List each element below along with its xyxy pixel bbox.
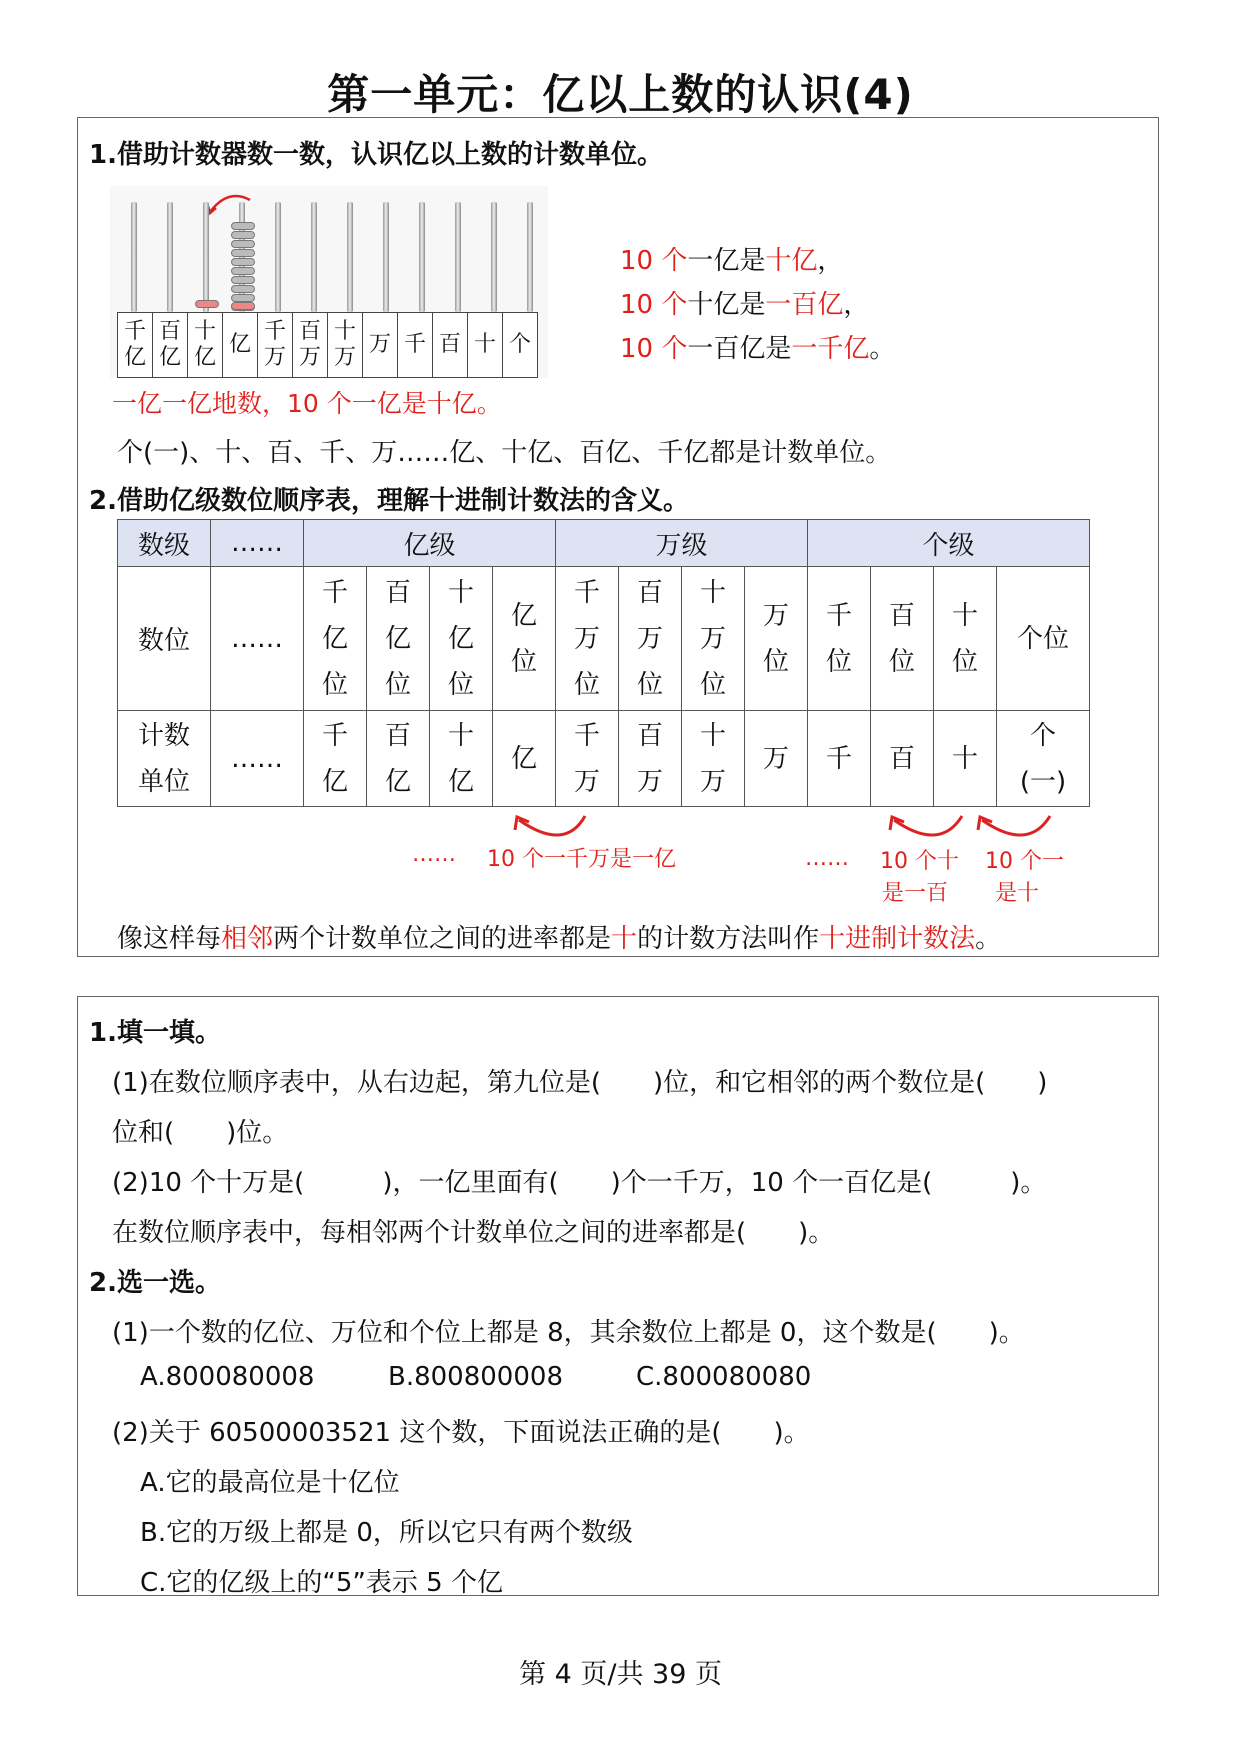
shuwei-cell: 个位 [997,567,1090,711]
abacus-place-label: 万 [363,313,398,377]
abacus-rod [527,202,533,312]
shuwei-cell: 十 万 位 [682,567,745,711]
abacus-bead [231,249,255,257]
jishu-cell: 千 亿 [304,711,367,807]
page-title: 第一单元：亿以上数的认识(4) [327,70,914,119]
abacus-rod [383,202,389,312]
jishu-cell: 亿 [493,711,556,807]
jishu-cell: 十 [934,711,997,807]
shuwei-cell: 百 万 位 [619,567,682,711]
shuwei-cell: 十 亿 位 [430,567,493,711]
shuwei-cell: 百 亿 位 [367,567,430,711]
abacus-place-label: 十 万 [328,313,363,377]
abacus-bead [195,300,219,308]
abacus-caption: 一亿一亿地数，10 个一亿是十亿。 [112,389,502,418]
q1-heading: 1.借助计数器数一数，认识亿以上数的计数单位。 [89,140,663,170]
abacus-rod [491,202,497,312]
ex1-line4: 在数位顺序表中，每相邻两个计数单位之间的进率都是( )。 [112,1218,835,1248]
abacus-place-label: 百 万 [293,313,328,377]
ex1-line3: (2)10 个十万是( )，一亿里面有( )个一千万，10 个一百亿是( )。 [112,1168,1047,1198]
abacus-rod [419,202,425,312]
abacus-rod [347,202,353,312]
col-header-geji: 个级 [808,520,1090,567]
ex1-line2: 位和( )位。 [112,1118,289,1148]
note-dots-2: …… [805,846,849,871]
ex2-q1: (1)一个数的亿位、万位和个位上都是 8，其余数位上都是 0，这个数是( )。 [112,1318,1025,1348]
jishu-cell: 百 [871,711,934,807]
abacus-bead [231,240,255,248]
ex2-q1-option-b: B.800800008 [388,1362,563,1392]
ex2-q2-option-b: B.它的万级上都是 0，所以它只有两个数级 [140,1518,633,1548]
abacus-rod [275,202,281,312]
ex2-q1-option-c: C.800080080 [636,1362,812,1392]
abacus-place-label: 个 [508,332,531,357]
shuwei-cell: 百 位 [871,567,934,711]
jishu-dots: …… [211,711,304,807]
col-header-yiji: 亿级 [304,520,556,567]
abacus-bead [231,294,255,302]
jishu-cell: 百 亿 [367,711,430,807]
row-header-shuwei: 数位 [118,567,211,711]
ex2-q2: (2)关于 60500003521 这个数，下面说法正确的是( )。 [112,1418,810,1448]
abacus-place-label: 百 亿 [153,313,188,377]
abacus-bead [231,302,255,310]
abacus-bead [231,276,255,284]
shuwei-dots: …… [211,567,304,711]
abacus-bead [231,222,255,230]
abacus-place-label: 千 亿 [118,313,153,377]
counting-unit-line: 10 个一亿是十亿， [620,246,844,276]
counting-unit-line: 10 个一百亿是一千亿。 [620,334,896,364]
jishu-cell: 万 [745,711,808,807]
jishu-cell: 十 万 [682,711,745,807]
ex2-q2-option-a: A.它的最高位是十亿位 [140,1468,400,1498]
col-header-dots: …… [211,520,304,567]
abacus-place-label: 十 亿 [188,313,223,377]
q2-heading: 2.借助亿级数位顺序表，理解十进制计数法的含义。 [89,486,689,516]
counting-unit-line: 10 个十亿是一百亿， [620,290,870,320]
col-header-wanji: 万级 [556,520,808,567]
ex2-q1-option-a: A.800080008 [140,1362,315,1392]
abacus-rod [131,202,137,312]
page-footer: 第 4 页/共 39 页 [519,1659,722,1690]
row-header-jishu: 计数 单位 [118,711,211,807]
ex2-q2-option-c: C.它的亿级上的“5”表示 5 个亿 [140,1568,503,1598]
shuwei-cell: 千 万 位 [556,567,619,711]
abacus-bead [231,231,255,239]
decimal-conclusion: 像这样每相邻两个计数单位之间的进率都是十的计数方法叫作十进制计数法。 [117,924,1002,954]
note-2: 10 个十 是一百 [880,849,959,906]
abacus-rod [455,202,461,312]
abacus-bead [231,267,255,275]
jishu-cell: 百 万 [619,711,682,807]
note-1: 10 个一千万是一亿 [487,847,676,872]
ex1-heading: 1.填一填。 [89,1018,221,1048]
place-value-table [117,519,1090,807]
ex1-line1: (1)在数位顺序表中，从右边起，第九位是( )位，和它相邻的两个数位是( ) [112,1068,1048,1098]
jishu-cell: 个 (一) [997,711,1090,807]
abacus-place-label: 十 [468,313,503,377]
shuwei-cell: 千 位 [808,567,871,711]
abacus-place-label: 亿 [223,313,258,377]
note-dots-1: …… [412,842,456,867]
shuwei-cell: 千 亿 位 [304,567,367,711]
jishu-cell: 千 [808,711,871,807]
abacus-place-label: 千 [398,313,433,377]
abacus-rod [203,202,209,312]
col-header-shuji: 数级 [118,520,211,567]
abacus-place-label: 百 [433,313,468,377]
jishu-cell: 十 亿 [430,711,493,807]
units-sentence: 个(一)、十、百、千、万……亿、十亿、百亿、千亿都是计数单位。 [117,438,892,468]
curved-arrow-icon [880,812,970,848]
shuwei-cell: 万 位 [745,567,808,711]
abacus-bead [231,258,255,266]
shuwei-cell: 亿 位 [493,567,556,711]
abacus-rod [311,202,317,312]
abacus-bead [231,285,255,293]
shuwei-cell: 十 位 [934,567,997,711]
jishu-cell: 千 万 [556,711,619,807]
abacus-place-label: 千 万 [258,313,293,377]
note-3: 10 个一 是十 [985,849,1064,906]
abacus-place-labels [117,312,538,378]
abacus-rod [167,202,173,312]
ex2-heading: 2.选一选。 [89,1268,221,1298]
curved-arrow-icon [968,812,1058,848]
